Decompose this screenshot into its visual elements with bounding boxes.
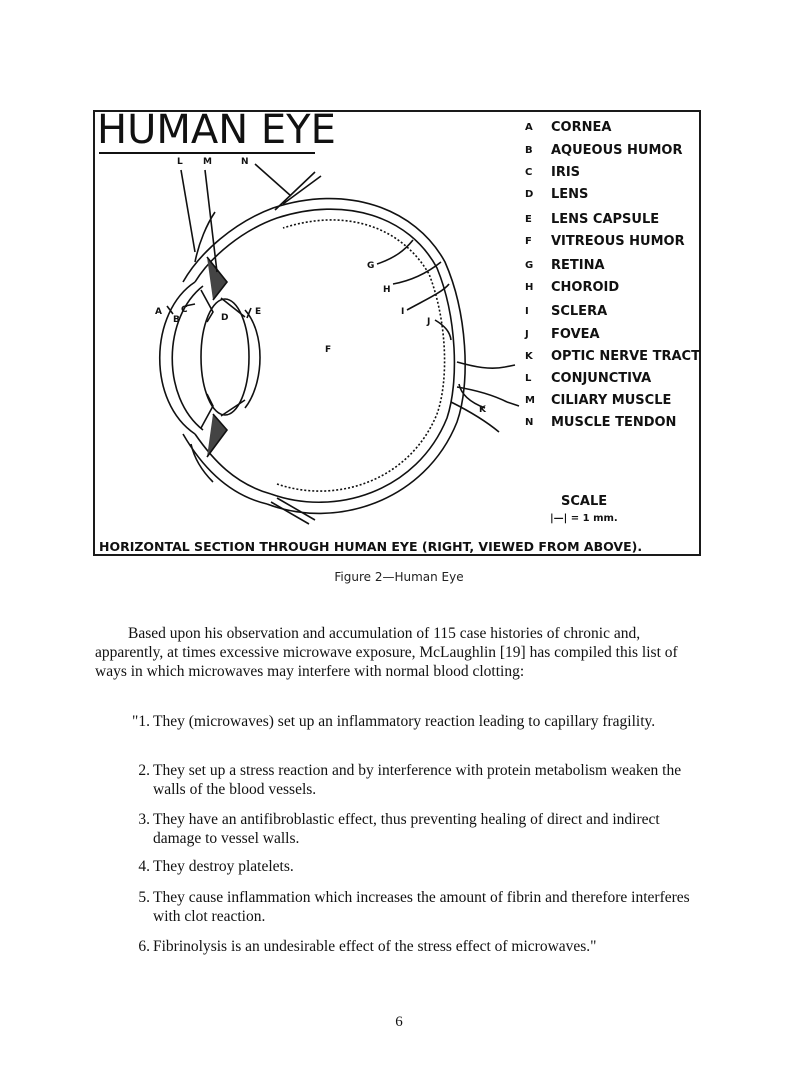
- figure-caption: Figure 2—Human Eye: [334, 570, 464, 584]
- label-d: D: [221, 313, 229, 323]
- list-number: 5.: [138, 889, 150, 906]
- iris-lower: [201, 394, 213, 428]
- legend-name: MUSCLE TENDON: [551, 415, 677, 430]
- figure-title: HUMAN EYE: [97, 107, 336, 153]
- ciliary-upper: [207, 257, 227, 300]
- legend-letter: L: [525, 373, 532, 384]
- list-text: They have an antifibroblastic effect, thus preventing healing of direct and indirect damage to vessel walls.: [153, 811, 660, 847]
- label-a: A: [155, 307, 162, 317]
- legend-name: RETINA: [551, 258, 605, 273]
- list-text: Fibrinolysis is an undesirable effect of the stress effect of microwaves.": [153, 938, 597, 955]
- list-text: They cause inflammation which increases the amount of fibrin and therefore interferes with clot reaction.: [153, 889, 690, 925]
- label-f: F: [325, 345, 332, 355]
- page-number: 6: [395, 1014, 403, 1030]
- figure-caption-strip: HORIZONTAL SECTION THROUGH HUMAN EYE (RIGHT, VIEWED FROM ABOVE).: [99, 539, 643, 554]
- legend-name: CHOROID: [551, 280, 620, 295]
- legend-name: OPTIC NERVE TRACT: [551, 349, 700, 364]
- scale-bar: [550, 513, 618, 524]
- list-text: They set up a stress reaction and by interference with protein metabolism weaken the walls of the blood vessels.: [153, 762, 682, 798]
- legend-name: IRIS: [551, 165, 581, 180]
- legend-letter: E: [525, 214, 532, 225]
- label-k: K: [479, 405, 486, 415]
- legend-letter: J: [525, 329, 529, 340]
- sclera-inner: [195, 209, 454, 502]
- legend-letter: G: [525, 260, 534, 271]
- muscle-tendon-upper: [275, 172, 321, 210]
- legend-letter: B: [525, 145, 533, 156]
- body-paragraph: Based upon his observation and accumulation of 115 case histories of chronic and, apparently, at times excessive microwave exposure, McLaughlin [19] has compiled this list of ways in which microwaves may interfere with normal blood clotting:: [95, 625, 678, 680]
- legend-name: LENS CAPSULE: [551, 212, 660, 227]
- legend-letter: M: [525, 395, 535, 406]
- lens-capsule: [245, 310, 260, 408]
- scale-value: = 1 mm.: [570, 513, 618, 524]
- figure-frame: [93, 107, 701, 556]
- label-e: E: [255, 307, 262, 317]
- legend-name: AQUEOUS HUMOR: [551, 143, 683, 158]
- legend-name: FOVEA: [551, 327, 600, 342]
- list-text: They (microwaves) set up an inflammatory reaction leading to capillary fragility.: [153, 713, 656, 730]
- legend-letter: F: [525, 236, 532, 247]
- label-g: G: [367, 261, 375, 271]
- label-top-n: N: [241, 157, 249, 167]
- legend-name: CILIARY MUSCLE: [551, 393, 672, 408]
- label-j: J: [427, 317, 431, 327]
- legend-letter: H: [525, 282, 534, 293]
- retina-line: [277, 220, 445, 491]
- list-number: "1.: [132, 713, 150, 730]
- list-number: 4.: [138, 858, 150, 875]
- legend-name: LENS: [551, 187, 589, 202]
- eye-diagram: [95, 107, 699, 554]
- legend-name: SCLERA: [551, 304, 608, 319]
- label-b: B: [173, 315, 180, 325]
- legend-name: CORNEA: [551, 120, 612, 135]
- sclera-outer: [183, 199, 465, 514]
- label-c: C: [181, 305, 188, 315]
- legend-letter: I: [525, 306, 529, 317]
- conjunctiva-top: [195, 212, 215, 262]
- label-top-m: M: [203, 157, 212, 167]
- legend-letter: D: [525, 189, 534, 200]
- legend-name: VITREOUS HUMOR: [551, 234, 685, 249]
- list-number: 6.: [138, 938, 150, 955]
- label-h: H: [383, 285, 391, 295]
- cornea-inner: [172, 286, 203, 430]
- legend-letter: K: [525, 351, 533, 362]
- label-top-l: L: [177, 157, 183, 167]
- label-i: I: [401, 307, 405, 317]
- optic-nerve: [451, 362, 507, 432]
- legend-letter: N: [525, 417, 534, 428]
- sclera-lower: [195, 434, 271, 494]
- list-number: 2.: [138, 762, 150, 779]
- legend-letter: A: [525, 122, 533, 133]
- scale-label: SCALE: [561, 494, 608, 509]
- legend-letter: C: [525, 167, 533, 178]
- list-text: They destroy platelets.: [153, 858, 294, 875]
- ciliary-lower: [207, 414, 227, 457]
- legend-name: CONJUNCTIVA: [551, 371, 652, 386]
- list-number: 3.: [138, 811, 150, 828]
- scale-bar-icon: |—|: [550, 513, 568, 524]
